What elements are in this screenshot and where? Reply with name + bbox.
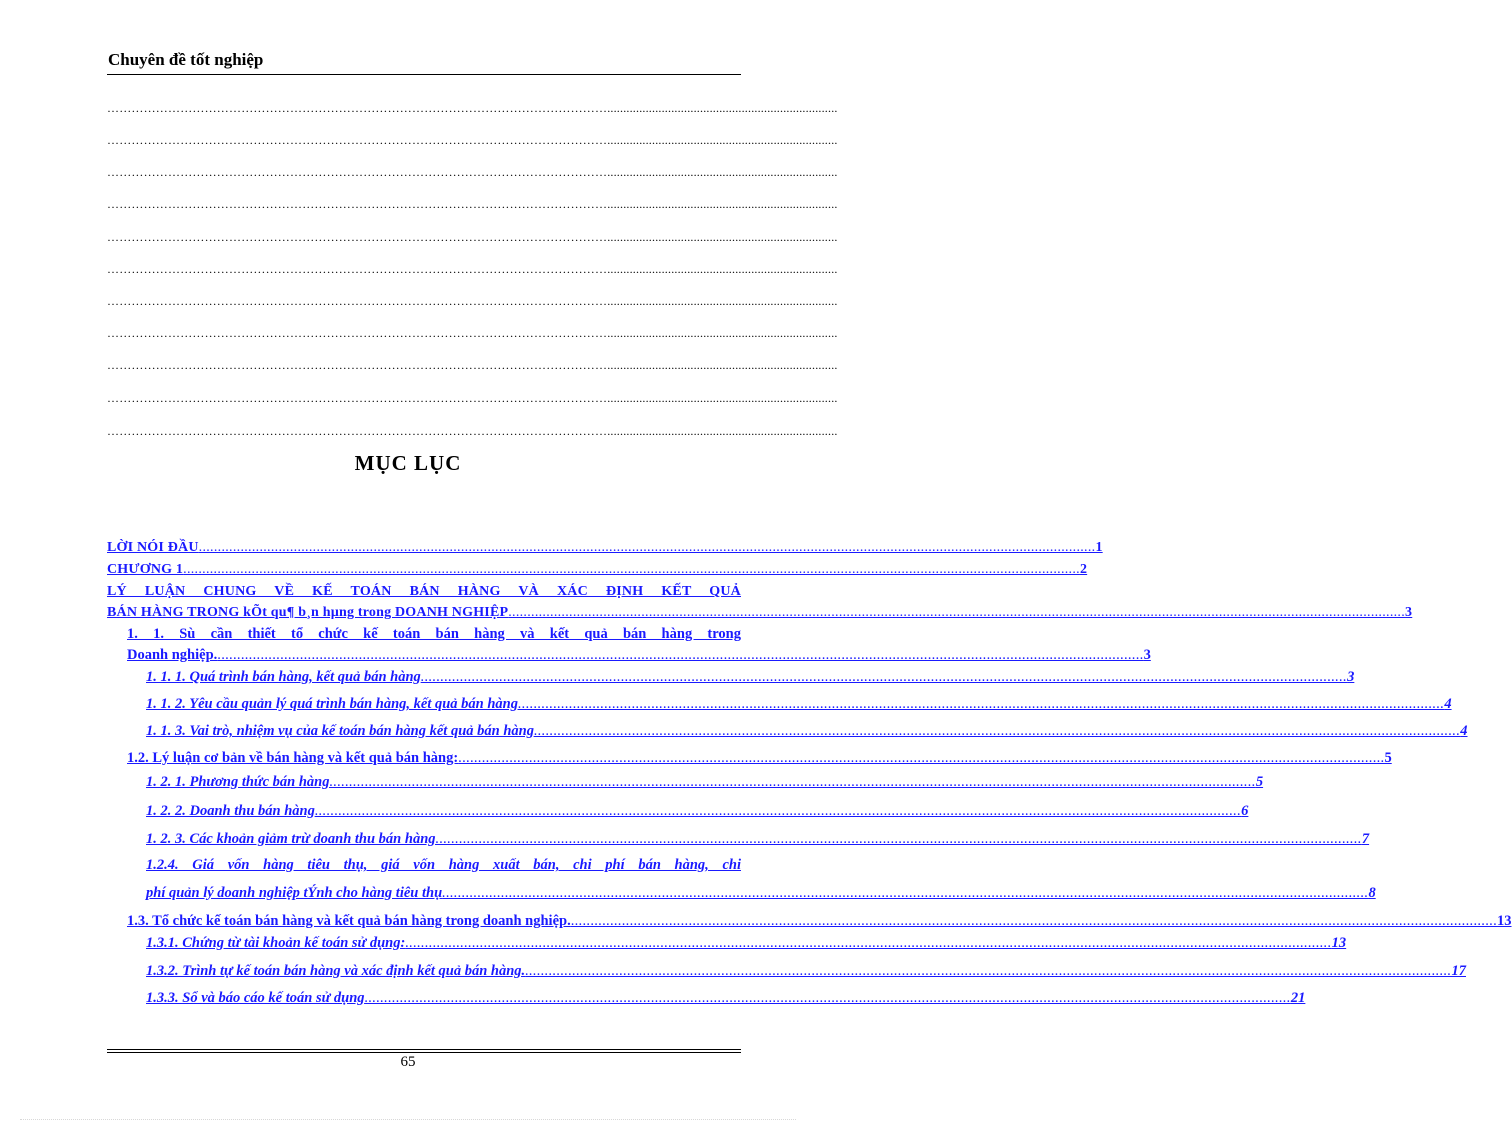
toc-entry-1-3[interactable]: 1.3. Tổ chức kế toán bán hàng và kết quả bán hàng trong doanh nghiệp. ..... 13	[127, 912, 739, 931]
toc-entry-1-1[interactable]: 1. 1. Sù cần thiết tổ chức kế toán bán hàng và kết quả bán hàng trong	[127, 626, 741, 642]
toc-entry-ly-luan-chung[interactable]: LÝ LUẬN CHUNG VỀ KẾ TOÁN BÁN HÀNG VÀ XÁC ĐỊNH KẾT QUẢ	[107, 584, 741, 599]
dotted-line: ……………………………………………………………………………………………………………........................................................................	[107, 424, 838, 438]
dotted-line: ……………………………………………………………………………………………………………........................................................................	[107, 294, 838, 308]
footer-divider	[107, 1052, 741, 1053]
toc-entry-1-3-3[interactable]: 1.3.3. Sổ và báo cáo kế toán sử dụng ..... 21	[146, 989, 738, 1008]
toc-entry-1-2-1[interactable]: 1. 2. 1. Phương thức bán hàng ..... 5	[146, 773, 738, 792]
page-bottom-dotted-edge	[20, 1119, 796, 1121]
toc-entry-1-2-2[interactable]: 1. 2. 2. Doanh thu bán hàng ..... 6	[146, 802, 738, 821]
toc-entry-1-3-1[interactable]: 1.3.1. Chứng từ tài khoản kế toán sử dụng: ..... 13	[146, 934, 738, 953]
toc-entry-1-1-2[interactable]: 1. 1. 2. Yêu cầu quản lý quá trình bán hàng, kết quả bán hàng ..... 4	[146, 695, 738, 714]
toc-title: MỤC LỤC	[354, 451, 462, 475]
toc-entry-loi-noi-dau[interactable]: LỜI NÓI ĐẦU ..... 1	[107, 538, 738, 557]
toc-entry-1-2[interactable]: 1.2. Lý luận cơ bản về bán hàng và kết quả bán hàng: ..... 5	[127, 749, 738, 768]
dotted-line: ……………………………………………………………………………………………………………........................................................................	[107, 391, 838, 405]
toc-entry-1-1-cont[interactable]: Doanh nghiệp. ..... 3	[127, 646, 738, 665]
dotted-line: ……………………………………………………………………………………………………………........................................................................	[107, 197, 838, 211]
header-divider	[107, 74, 741, 75]
page-number: 65	[400, 1054, 416, 1070]
page-header-title: Chuyên đề tốt nghiệp	[108, 50, 264, 69]
dotted-line: ……………………………………………………………………………………………………………........................................................................	[107, 165, 838, 179]
footer-divider	[107, 1049, 741, 1050]
dotted-line: ……………………………………………………………………………………………………………........................................................................	[107, 326, 838, 340]
dotted-line: ……………………………………………………………………………………………………………........................................................................	[107, 262, 838, 276]
dotted-line: ……………………………………………………………………………………………………………........................................................................	[107, 230, 838, 244]
toc-entry-1-2-4[interactable]: 1.2.4. Giá vốn hàng tiêu thụ, giá vốn hàng xuất bán, chi phí bán hàng, chi	[146, 857, 741, 873]
toc-entry-1-2-3[interactable]: 1. 2. 3. Các khoản giảm trừ doanh thu bán hàng ..... 7	[146, 830, 738, 849]
toc-entry-1-2-4-cont[interactable]: phí quản lý doanh nghiệp tÝnh cho hàng tiêu thụ ..... 8	[146, 884, 738, 903]
dotted-line: ……………………………………………………………………………………………………………........................................................................	[107, 101, 838, 115]
toc-entry-1-1-1[interactable]: 1. 1. 1. Quá trình bán hàng, kết quả bán hàng ..... 3	[146, 668, 738, 687]
toc-entry-1-3-2[interactable]: 1.3.2. Trình tự kế toán bán hàng và xác định kết quả bán hàng. ..... 17	[146, 962, 738, 981]
toc-entry-chuong-1[interactable]: CHƯƠNG 1 ..... 2	[107, 560, 738, 579]
toc-entry-1-1-3[interactable]: 1. 1. 3. Vai trò, nhiệm vụ của kế toán bán hàng kết quả bán hàng ..... 4	[146, 722, 738, 741]
toc-entry-ly-luan-chung-cont[interactable]: BÁN HÀNG TRONG kÕt qu¶ b¸n hµng trong DOANH NGHIỆP ..... 3	[107, 603, 738, 622]
dotted-line: ……………………………………………………………………………………………………………........................................................................	[107, 358, 838, 372]
dotted-line: ……………………………………………………………………………………………………………........................................................................	[107, 133, 838, 147]
